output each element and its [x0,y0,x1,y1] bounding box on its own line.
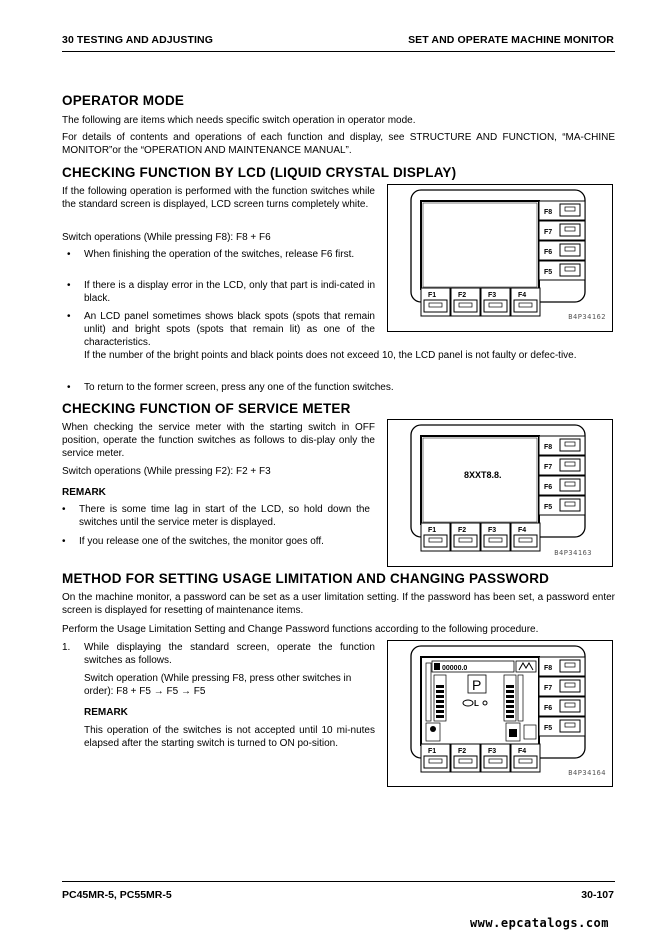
key-f8-label: F8 [544,209,553,216]
service-meter-bullet-1: • There is some time lag in start of the LCD, so hold down the switches until the service meter is displayed. [62,504,370,529]
monitor-illustration-1 [388,185,612,331]
usage-limit-paragraph-2: Perform the Usage Limitation Setting and Change Password functions according to the following procedure. [62,624,539,635]
key-f2-label: F2 [458,748,467,755]
lcd-bullet-1: • When finishing the operation of the switches, release F6 first. [67,248,375,276]
service-meter-switch-operations: Switch operations (While pressing F2): F2 + F3 [62,466,271,477]
step-1-number: 1. [62,642,71,653]
lcd-bullet-1-text: When finishing the operation of the switches, release F6 first. [84,249,355,260]
key-f7-label: F7 [544,464,553,471]
figure-service-meter [387,419,613,567]
key-f2-label: F2 [458,527,467,534]
key-f1-label: F1 [428,748,437,755]
lcd-paragraph: If the following operation is performed with the function switches while the standard screen is displayed, LCD screen turns completely white. [62,186,375,211]
header-rule [62,51,615,52]
key-f3-label: F3 [488,748,497,755]
lcd-bullet-2: • If there is a display error in the LCD, only that part is indi-cated in black. [67,280,375,305]
operator-mode-paragraph-1: The following are items which needs specific switch operation in operator mode. [62,115,416,126]
step-1-text: While displaying the standard screen, operate the function switches as follows. [84,642,375,667]
figure-code-3: B4P34164 [568,769,606,777]
figure-code-1: B4P34162 [568,313,606,321]
key-f8-label: F8 [544,665,553,672]
section-title-service-meter: CHECKING FUNCTION OF SERVICE METER [62,401,351,416]
key-f1-label: F1 [428,292,437,299]
lcd-switch-operations: Switch operations (While pressing F8): F8 + F6 [62,232,271,243]
section-title-lcd-check: CHECKING FUNCTION BY LCD (LIQUID CRYSTAL DISPLAY) [62,165,457,180]
key-f5-label: F5 [544,504,553,511]
step-1-remark-text: This operation of the switches is not accepted until 10 mi-nutes elapsed after the starting switch is turned to ON po-sition. [84,725,375,750]
lcd-bullet-4-text: To return to the former screen, press any one of the function switches. [84,382,394,393]
lcd-bullet-3-continuation: If the number of the bright points and black points does not exceed 10, the LCD panel is not faulty or defec-tive. [84,350,577,361]
bottom-keys [421,288,540,316]
usage-limit-paragraph-1: On the machine monitor, a password can be set as a user limitation setting. If the password has been set, a password enter screen is displayed for resetting of maintenance items. [62,592,615,617]
watermark-url: www.epcatalogs.com [469,916,609,930]
key-f5-label: F5 [544,269,553,276]
service-meter-remark-label: REMARK [62,487,106,498]
key-f4-label: F4 [518,748,527,755]
lcd-bullet-4: • To return to the former screen, press any one of the function switches. [67,381,615,395]
key-f6-label: F6 [544,249,553,256]
speed-mode-icon: L [474,699,479,708]
service-meter-bullet-1-text: There is some time lag in start of the LCD, so hold down the switches until the service meter is displayed. [79,504,370,529]
step-1-remark-label: REMARK [84,707,128,718]
key-f7-label: F7 [544,229,553,236]
figure-lcd-white-screen [387,184,613,332]
standard-screen-hours: 00000.0 [442,665,468,672]
operator-mode-paragraph-2: For details of contents and operations of each function and display, see STRUCTURE AND FUNCTION, “MA-CHINE MONITOR”or the “OPERATION AND MAINTENANCE MANUAL”. [62,132,615,157]
service-meter-reading: 8XXT8.8. [464,470,502,480]
standard-screen-p-indicator: P [472,677,482,693]
lcd-bullet-3: • An LCD panel sometimes shows black spots (spots that remain unlit) and bright spots (spots that remain lit) as one of the characteristics. If the number of the bright points and black points does not exceed 10, the LCD panel is not faulty or defec-tive. [67,310,615,376]
key-f3-label: F3 [488,527,497,534]
monitor-illustration-3 [388,641,612,786]
service-meter-paragraph: When checking the service meter with the starting switch in OFF position, operate the function switches as follows to dis-play only the service meter. [62,422,375,460]
lcd-bullet-2-text: If there is a display error in the LCD, only that part is indi-cated in black. [84,280,375,305]
figure-code-2: B4P34163 [554,549,592,557]
service-meter-bullet-2-text: If you release one of the switches, the monitor goes off. [79,536,324,547]
footer-page-number: 30-107 [581,889,614,901]
header-left: 30 TESTING AND ADJUSTING [62,34,213,46]
key-f6-label: F6 [544,484,553,491]
section-title-usage-limitation: METHOD FOR SETTING USAGE LIMITATION AND CHANGING PASSWORD [62,571,550,586]
lcd-bullet-3-text: An LCD panel sometimes shows black spots (spots that remain unlit) and bright spots (spots that remain lit) as one of the characteristics. [84,311,375,349]
side-keys [539,201,585,280]
key-f4-label: F4 [518,292,527,299]
header-right: SET AND OPERATE MACHINE MONITOR [408,34,614,46]
footer-rule [62,881,615,882]
key-f4-label: F4 [518,527,527,534]
service-meter-bullet-2: • If you release one of the switches, the monitor goes off. [62,535,370,549]
section-title-operator-mode: OPERATOR MODE [62,93,185,108]
monitor-illustration-2 [388,420,612,566]
key-f1-label: F1 [428,527,437,534]
footer-model: PC45MR-5, PC55MR-5 [62,889,172,901]
key-f8-label: F8 [544,444,553,451]
key-f3-label: F3 [488,292,497,299]
key-f5-label: F5 [544,725,553,732]
key-f6-label: F6 [544,705,553,712]
figure-standard-screen [387,640,613,787]
key-f7-label: F7 [544,685,553,692]
step-1-switch-operation: Switch operation (While pressing F8, press other switches in order): F8 + F5 → F5 → F5 [84,673,352,698]
key-f2-label: F2 [458,292,467,299]
